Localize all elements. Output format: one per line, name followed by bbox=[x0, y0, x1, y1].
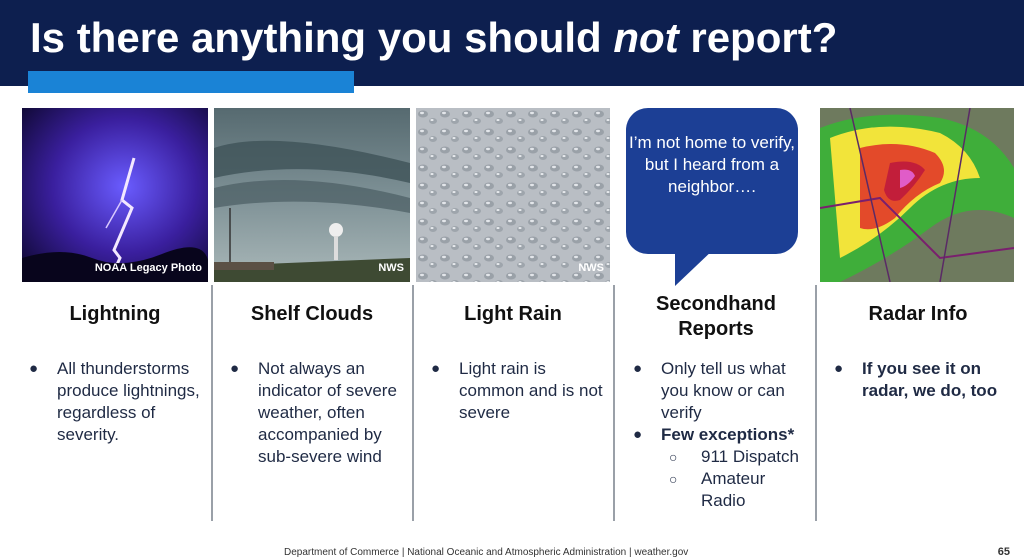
lightning-photo bbox=[22, 108, 208, 282]
slide-title bbox=[30, 14, 837, 62]
column-radar-info bbox=[820, 108, 1016, 522]
column-secondhand-reports bbox=[620, 108, 812, 522]
column-lightning bbox=[22, 108, 208, 522]
bullet-icon: ● bbox=[29, 360, 39, 377]
list-item: ● If you see it on radar, we do, too bbox=[834, 359, 998, 400]
speech-bubble-text: I’m not home to verify, but I heard from a neighbor…. bbox=[629, 133, 795, 196]
title-text-end: report? bbox=[678, 14, 838, 61]
column-light-rain bbox=[416, 108, 610, 522]
radar-image bbox=[820, 108, 1014, 282]
speech-bubble-tail bbox=[675, 248, 715, 286]
list-item: ● Only tell us what you know or can verify bbox=[633, 359, 786, 422]
column-divider bbox=[613, 285, 615, 521]
bullet-icon: ● bbox=[633, 360, 643, 377]
column-divider bbox=[815, 285, 817, 521]
slide-footer: Department of Commerce | National Oceanic and Atmospheric Administration | weather.gov bbox=[284, 547, 689, 558]
photo-credit: NWS bbox=[578, 262, 604, 274]
bullet-icon: ● bbox=[633, 426, 643, 443]
bullet-icon: ● bbox=[230, 360, 240, 377]
column-divider bbox=[412, 285, 414, 521]
column-divider bbox=[211, 285, 213, 521]
bullet-list bbox=[834, 358, 1014, 402]
page-number: 65 bbox=[997, 546, 1010, 558]
sub-list-item: ○ 911 Dispatch bbox=[669, 447, 799, 466]
list-item: ● Light rain is common and is not severe bbox=[431, 359, 603, 422]
list-item: ● Few exceptions* bbox=[633, 425, 795, 444]
shelf-cloud-photo bbox=[214, 108, 410, 282]
list-item: ● Not always an indicator of severe weather, often accompanied by sub-severe wind bbox=[230, 359, 397, 466]
column-heading: Secondhand Reports bbox=[655, 293, 776, 340]
sub-bullet-icon: ○ bbox=[669, 471, 678, 487]
bullet-list bbox=[230, 358, 408, 468]
bullet-list bbox=[633, 358, 813, 512]
column-heading: Light Rain bbox=[464, 303, 562, 325]
title-accent-bar bbox=[28, 71, 354, 93]
column-heading: Lightning bbox=[69, 303, 161, 325]
bullet-list bbox=[431, 358, 609, 424]
speech-bubble bbox=[626, 108, 798, 254]
column-shelf-clouds bbox=[214, 108, 410, 522]
sub-bullet-icon: ○ bbox=[669, 449, 678, 465]
list-item: ● All thunderstorms produce lightnings, regardless of severity. bbox=[29, 359, 200, 444]
bullet-icon: ● bbox=[834, 360, 844, 377]
photo-credit: NWS bbox=[378, 262, 404, 274]
column-heading: Radar Info bbox=[868, 303, 968, 325]
light-rain-photo bbox=[416, 108, 610, 282]
sub-list-item: ○ Amateur Radio bbox=[669, 469, 766, 510]
bullet-icon: ● bbox=[431, 360, 441, 377]
photo-credit: NOAA Legacy Photo bbox=[94, 262, 202, 274]
title-text-emphasis: not bbox=[613, 14, 679, 61]
bullet-list bbox=[29, 358, 207, 446]
column-heading: Shelf Clouds bbox=[250, 303, 374, 325]
title-text-start: Is there anything you should bbox=[30, 14, 614, 61]
